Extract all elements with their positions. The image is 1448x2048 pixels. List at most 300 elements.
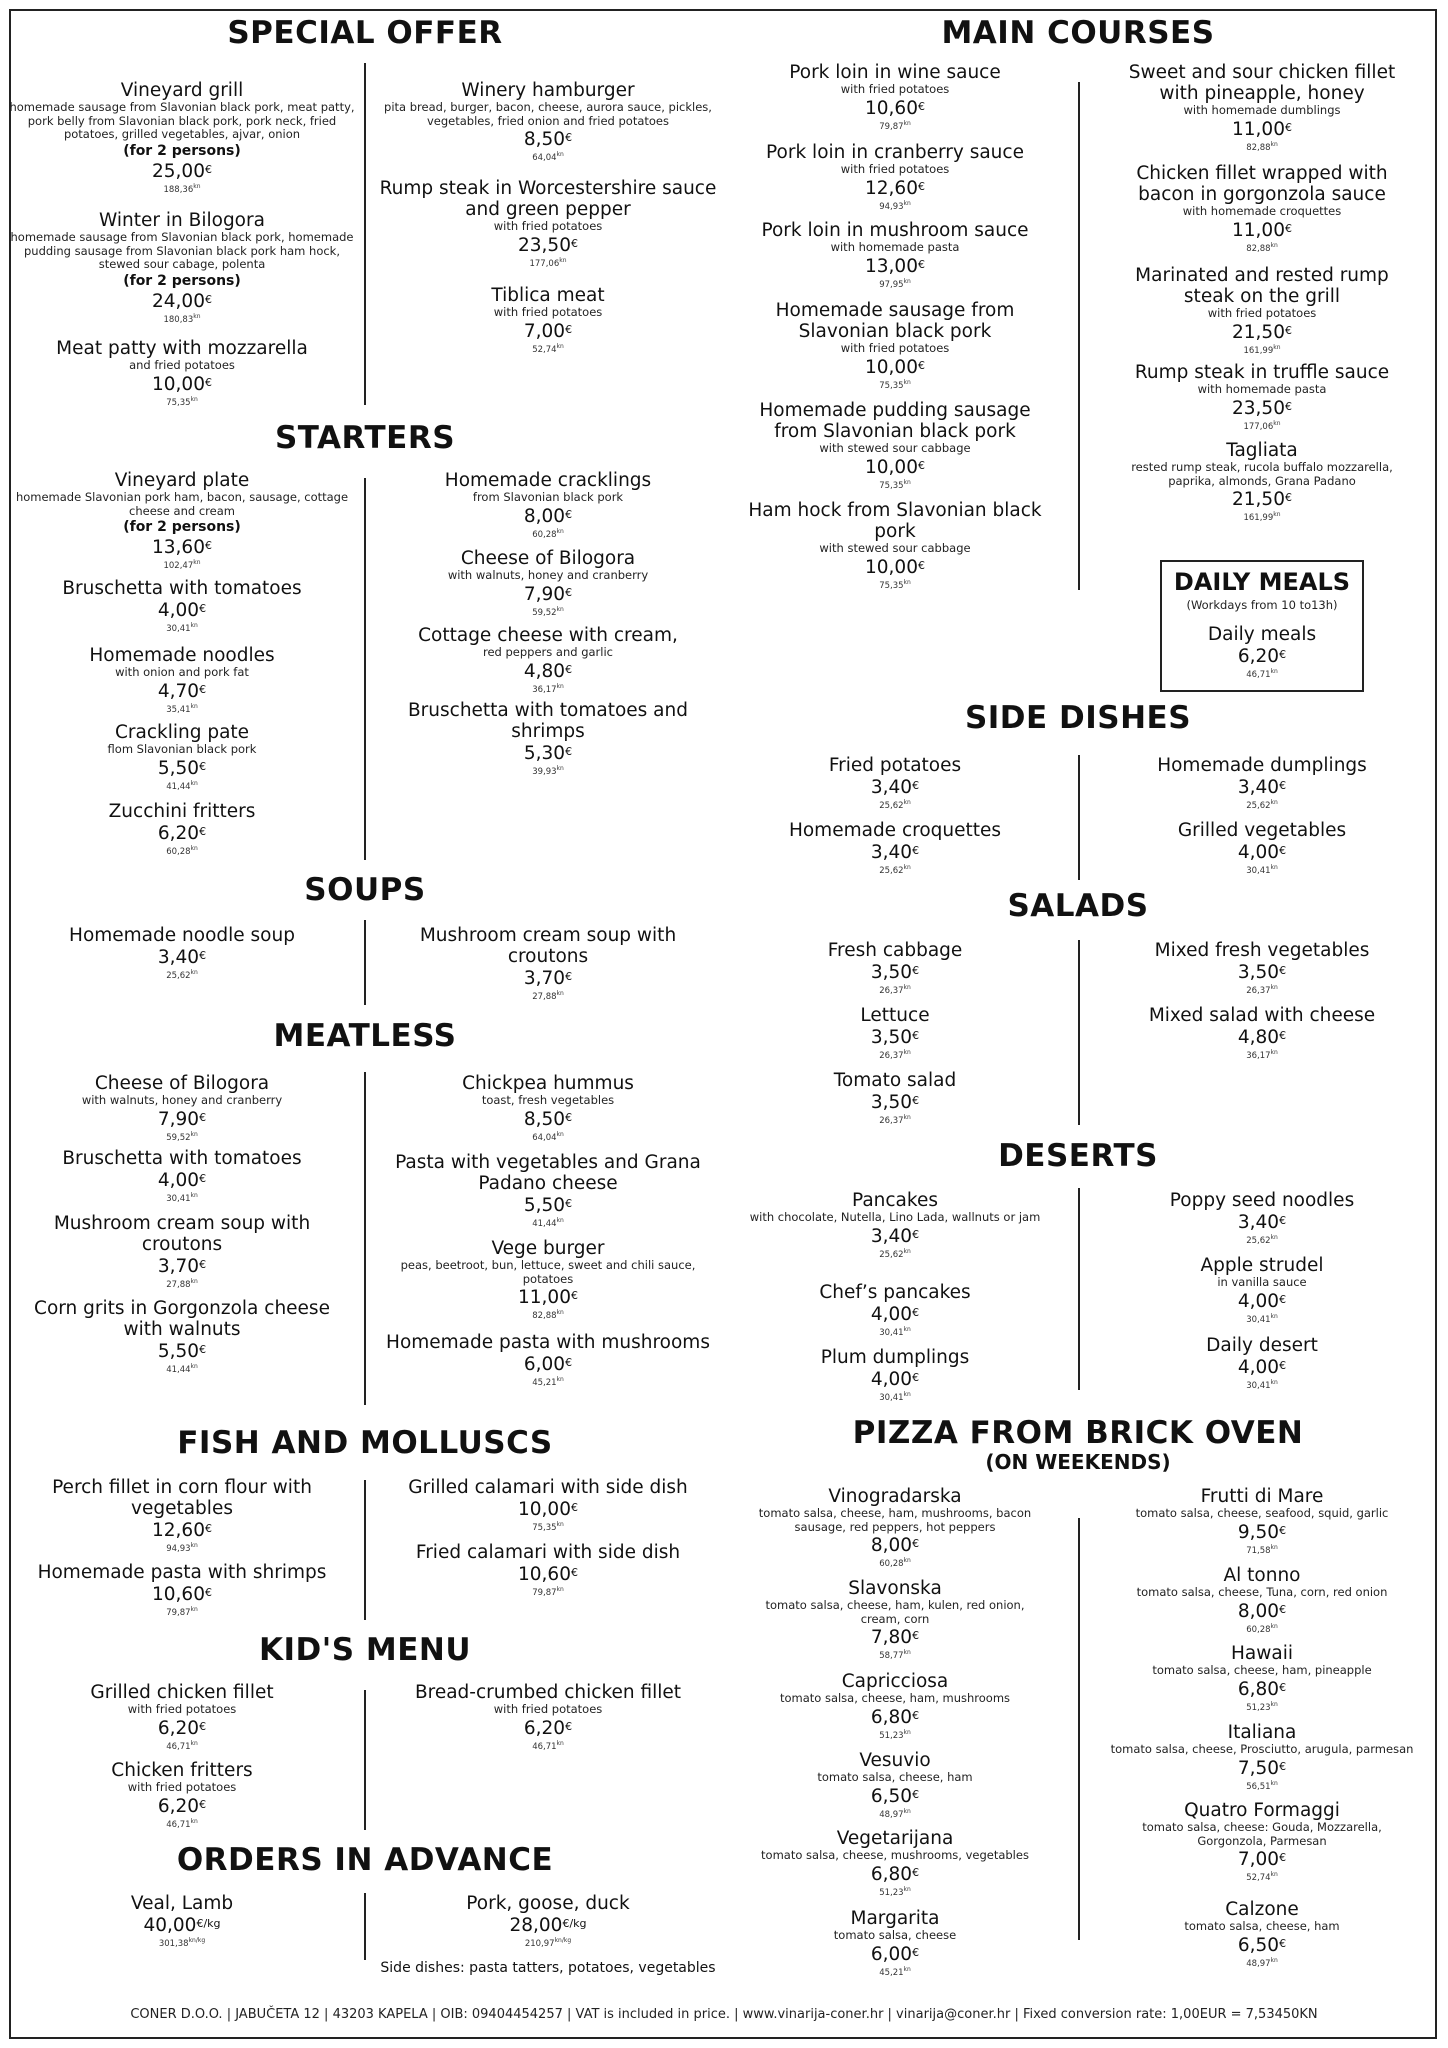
item-name: Homemade pasta with mushrooms (386, 1332, 710, 1353)
menu-item (378, 625, 718, 694)
section-title: MEATLESS (273, 1018, 457, 1054)
footer-info: CONER D.O.O. | JABUČETA 12 | 43203 KAPELA | OIB: 09404454257 | VAT is included in price. | www.vinarija-coner.hr | vinarija@coner.hr | Fixed conversion rate: 1,00EUR = 7,53450KN (130, 2007, 1318, 2022)
price-value: 10,60 (518, 1564, 571, 1585)
item-name: Chef’s pancakes (819, 1282, 971, 1303)
kn-value: 52,74 (532, 344, 557, 355)
euro-symbol: € (199, 1258, 207, 1271)
euro-symbol: € (912, 1787, 920, 1801)
price-value: 4,00 (157, 1170, 200, 1191)
item-price-kn (730, 863, 1060, 876)
price-value: 23,50 (1232, 397, 1285, 419)
item-description: with fried potatoes (127, 1780, 237, 1794)
item-price-kn (1162, 667, 1362, 680)
kn-value: 64,04 (532, 152, 557, 163)
price-value: 24,00 (152, 290, 205, 312)
item-price-kn (1112, 140, 1412, 153)
item-name: Bruschetta with tomatoes and shrimps (407, 700, 688, 742)
item-name: Fried calamari with side dish (415, 1542, 681, 1563)
price-value: 11,00 (1232, 219, 1285, 241)
item-name: Cheese of Bilogora (94, 1073, 270, 1094)
euro-symbol: € (565, 322, 573, 336)
menu-item (7, 338, 357, 407)
kn-value: 58,77 (879, 1650, 904, 1661)
item-name: Crackling pate (114, 722, 250, 743)
kn-symbol: kn (1270, 241, 1278, 249)
price-value: 40,00 (143, 1915, 197, 1936)
price-value: 4,00 (1237, 1290, 1280, 1312)
menu-item (378, 1542, 718, 1598)
item-price-eur (1107, 1602, 1417, 1622)
euro-symbol: € (912, 1629, 920, 1642)
item-name: Vesuvio (859, 1750, 931, 1771)
item-name: Calzone (1225, 1899, 1299, 1920)
euro-symbol: € (565, 507, 573, 521)
kn-value: 60,28 (1246, 1624, 1271, 1635)
kn-value: 36,17 (532, 684, 557, 695)
menu-item (7, 80, 357, 194)
price-value: 4,00 (870, 1304, 913, 1325)
item-description: tomato salsa, cheese, mushrooms, vegetables (761, 1848, 1029, 1862)
price-value: 4,70 (157, 680, 200, 702)
kn-symbol: kn (190, 1192, 198, 1199)
section-title: FISH AND MOLLUSCS (177, 1425, 553, 1461)
euro-symbol: € (912, 1865, 920, 1879)
item-price-kn (7, 182, 357, 195)
item-price-kn (1097, 1048, 1427, 1061)
euro-symbol: € (1279, 1851, 1287, 1864)
item-price-eur (1107, 1680, 1417, 1700)
kn-value: 46,71 (1246, 669, 1271, 680)
item-name: Frutti di Mare (1200, 1486, 1324, 1507)
item-name: Vinogradarska (828, 1486, 962, 1507)
item-price-kn (1112, 343, 1412, 356)
kn-symbol: kn (903, 378, 911, 386)
item-serving-note: (for 2 persons) (123, 519, 241, 535)
price-value: 13,00 (865, 255, 918, 277)
item-description: tomato salsa, cheese, ham (817, 1770, 973, 1784)
section-title: PIZZA FROM BRICK OVEN (852, 1415, 1304, 1451)
price-value: 6,20 (1237, 646, 1280, 667)
item-name: Hawaii (1231, 1643, 1293, 1664)
item-description: with fried potatoes (493, 219, 603, 233)
price-value: 11,00 (518, 1287, 571, 1308)
menu-item (1097, 755, 1427, 811)
item-name: Slavonska (848, 1578, 942, 1599)
euro-symbol: € (570, 1566, 578, 1579)
euro-symbol: € (1279, 1214, 1287, 1227)
item-price-kn (378, 989, 718, 1002)
price-value: 10,60 (865, 97, 918, 119)
section-title: STARTERS (274, 420, 456, 456)
kn-value: 60,28 (532, 529, 557, 540)
kn-value: 48,97 (879, 1809, 904, 1820)
item-price-eur (1097, 843, 1427, 863)
item-name: Daily desert (1206, 1335, 1318, 1356)
price-value: 3,40 (870, 777, 913, 798)
kn-symbol: kn (190, 1542, 198, 1549)
kn-symbol: kn (1270, 1622, 1278, 1630)
item-price-eur (730, 778, 1060, 798)
item-name: Meat patty with mozzarella (56, 338, 308, 359)
item-name: Tiblica meat (491, 285, 605, 306)
item-description: pita bread, burger, bacon, cheese, aurora sauce, pickles, vegetables, fried onion and fried potatoes (384, 100, 712, 128)
kn-value: 46,71 (532, 1741, 557, 1752)
menu-item (730, 755, 1060, 811)
menu-item (745, 1578, 1045, 1661)
kn-symbol: kn (556, 151, 564, 158)
kn-value: 41,44 (166, 781, 191, 792)
kn-value: 25,62 (1246, 800, 1271, 811)
price-value: 3,40 (870, 1225, 913, 1247)
kn-value: 188,36 (163, 184, 194, 195)
euro-symbol: € (1279, 844, 1287, 857)
item-name: Winery hamburger (461, 80, 635, 101)
euro-symbol: € (204, 292, 212, 306)
item-price-kn (378, 342, 718, 355)
item-price-kn (1112, 510, 1412, 523)
price-value: 7,90 (523, 583, 566, 605)
menu-item (730, 820, 1060, 876)
kn-symbol: kn (193, 312, 201, 320)
item-description: with walnuts, honey and cranberry (447, 568, 649, 582)
euro-symbol: €/kg (196, 1917, 221, 1930)
kn-value: 75,35 (879, 480, 904, 491)
menu-item (730, 1005, 1060, 1061)
item-price-eur (745, 1945, 1045, 1965)
item-price-eur (378, 322, 718, 342)
item-price-kn (730, 1390, 1060, 1403)
item-description: tomato salsa, cheese, ham, mushrooms, bacon sausage, red peppers, hot peppers (758, 1506, 1032, 1534)
item-price-kn (730, 1325, 1060, 1338)
item-price-eur (12, 1797, 352, 1817)
item-description: tomato salsa, cheese, ham, kulen, red onion, cream, corn (765, 1598, 1025, 1626)
item-price-eur (1107, 1936, 1417, 1956)
item-description: homemade Slavonian pork ham, bacon, sausage, cottage cheese and cream (15, 490, 349, 518)
item-description: rested rump steak, rucola buffalo mozzarella, paprika, almonds, Grana Padano (1131, 460, 1393, 488)
item-description: tomato salsa, cheese, Tuna, corn, red onion (1136, 1585, 1388, 1599)
kn-symbol: kn (1270, 1700, 1278, 1708)
kn-value: 177,06 (529, 258, 560, 269)
item-description: with chocolate, Nutella, Lino Lada, wallnuts or jam (749, 1210, 1041, 1224)
menu-item (1097, 1255, 1427, 1324)
item-price-eur (1097, 1213, 1427, 1233)
item-name: Homemade noodle soup (69, 925, 295, 946)
price-value: 3,40 (1237, 1212, 1280, 1233)
price-value: 7,00 (1237, 1849, 1280, 1870)
kn-value: 25,62 (166, 970, 191, 981)
item-price-eur (1097, 1292, 1427, 1312)
price-value: 6,00 (870, 1943, 913, 1965)
item-price-eur (378, 1565, 718, 1585)
item-price-kn (745, 119, 1045, 132)
item-description: with fried potatoes (493, 1702, 603, 1716)
kn-value: 51,23 (879, 1730, 904, 1741)
kn-symbol: kn (556, 765, 564, 772)
item-price-kn (378, 256, 718, 269)
price-value: 3,50 (870, 962, 913, 983)
kn-value: 25,62 (879, 800, 904, 811)
menu-item (745, 500, 1045, 590)
daily-meals-title: DAILY MEALS (1173, 568, 1351, 596)
euro-symbol: € (204, 1586, 212, 1599)
item-name: Mushroom cream soup with croutons (53, 1213, 311, 1255)
price-value: 4,80 (523, 660, 566, 682)
euro-symbol: € (199, 1172, 207, 1185)
kn-value: 79,87 (879, 121, 904, 132)
item-description: with fried potatoes (127, 1702, 237, 1716)
euro-symbol: € (912, 1945, 920, 1959)
price-value: 3,70 (157, 1256, 200, 1277)
item-name: Poppy seed noodles (1169, 1190, 1355, 1211)
kn-symbol: kn (190, 845, 198, 852)
price-value: 8,00 (1237, 1600, 1280, 1622)
euro-symbol: € (570, 236, 578, 250)
euro-symbol: € (204, 375, 212, 389)
section-title: SIDE DISHES (964, 700, 1192, 736)
item-price-eur (730, 1370, 1060, 1390)
menu-item (12, 801, 352, 857)
item-price-eur (730, 1305, 1060, 1325)
kn-value: 102,47 (163, 560, 194, 571)
kn-symbol: kn (556, 1217, 564, 1224)
euro-symbol: € (917, 99, 925, 113)
kn-symbol: kn (1270, 1312, 1278, 1320)
item-description: from Slavonian black pork (472, 490, 624, 504)
item-price-kn (378, 1375, 718, 1388)
price-value: 3,50 (870, 1027, 913, 1048)
item-name: Pork loin in mushroom sauce (761, 220, 1029, 241)
price-value: 10,00 (518, 1499, 571, 1520)
euro-symbol: € (199, 759, 207, 773)
item-description: homemade sausage from Slavonian black pork, meat patty, pork belly from Slavonian black pork, pork neck, fried potatoes, grilled vegetables, ajvar, onion (9, 100, 355, 141)
column-divider (1078, 82, 1080, 590)
kn-value: 94,93 (166, 1543, 191, 1554)
price-value: 11,00 (1232, 118, 1285, 140)
price-value: 3,40 (870, 842, 913, 863)
item-price-kn (1107, 1956, 1417, 1969)
item-price-kn (12, 1130, 352, 1143)
euro-symbol: € (1284, 221, 1292, 235)
item-price-eur (1097, 1028, 1427, 1048)
menu-item (12, 645, 352, 714)
menu-item (745, 1828, 1045, 1897)
menu-item (745, 62, 1045, 131)
item-price-eur (730, 1093, 1060, 1113)
price-value: 5,50 (157, 757, 200, 779)
kn-symbol: kn (903, 984, 911, 991)
menu-item (12, 1477, 352, 1554)
item-price-kn (745, 578, 1045, 591)
kn-symbol: kn (1270, 1871, 1278, 1878)
item-price-kn (745, 1965, 1045, 1978)
item-name: Rump steak in truffle sauce (1134, 362, 1390, 383)
kn-value: 35,41 (166, 704, 191, 715)
item-price-kn (730, 1113, 1060, 1126)
item-price-kn (1097, 1312, 1427, 1325)
menu-item (378, 700, 718, 777)
price-value: 5,50 (523, 1195, 566, 1216)
price-value: 4,00 (870, 1369, 913, 1390)
euro-symbol: € (1279, 1759, 1287, 1773)
kn-symbol: kn (1270, 1543, 1278, 1551)
kn-symbol: kn (556, 342, 564, 350)
menu-item (1097, 1005, 1427, 1061)
kn-value: 45,21 (879, 1967, 904, 1978)
kn-value: 48,97 (1246, 1958, 1271, 1969)
item-price-kn (378, 764, 718, 777)
euro-symbol: € (1279, 1029, 1287, 1042)
item-price-kn (7, 395, 357, 408)
item-name: Bruschetta with tomatoes (62, 578, 302, 599)
kn-value: 161,99 (1243, 345, 1274, 356)
kn-symbol: kn (190, 1278, 198, 1285)
item-name: Italiana (1227, 1722, 1297, 1743)
price-value: 25,00 (152, 160, 205, 182)
item-description: tomato salsa, cheese (833, 1928, 957, 1942)
menu-item (745, 142, 1045, 211)
item-price-kn (1097, 1378, 1427, 1391)
kn-value: 60,28 (879, 1558, 904, 1569)
euro-symbol: €/kg (562, 1917, 587, 1930)
euro-symbol: € (917, 558, 925, 572)
menu-item (1112, 163, 1412, 253)
item-name: Homemade dumplings (1157, 755, 1367, 776)
item-name: Apple strudel (1200, 1255, 1324, 1276)
kn-value: 79,87 (166, 1607, 191, 1618)
euro-symbol: € (912, 964, 920, 977)
item-description: peas, beetroot, bun, lettuce, sweet and chili sauce, potatoes (400, 1258, 696, 1286)
item-price-kn (12, 621, 352, 634)
kn-symbol: kn (193, 559, 201, 566)
kn-symbol: kn (190, 779, 198, 787)
item-price-eur (745, 179, 1045, 199)
kn-symbol: kn (556, 1130, 564, 1138)
price-value: 7,00 (523, 320, 566, 342)
kn-value: 26,37 (1246, 985, 1271, 996)
item-price-kn (745, 378, 1045, 391)
item-price-eur (1112, 221, 1412, 241)
menu-item (12, 1682, 352, 1751)
item-description: with walnuts, honey and cranberry (81, 1093, 283, 1107)
menu-item (378, 925, 718, 1002)
kn-symbol: kn (190, 622, 198, 629)
item-name: Grilled chicken fillet (90, 1682, 274, 1703)
item-price-kn (378, 1936, 718, 1949)
euro-symbol: € (1279, 1523, 1287, 1537)
item-name: Vegetarijana (836, 1828, 954, 1849)
item-price-eur (12, 1916, 352, 1936)
item-price-kn (1107, 1622, 1417, 1635)
menu-item (730, 940, 1060, 996)
euro-symbol: € (912, 1306, 920, 1319)
item-name: Quatro Formaggi (1184, 1800, 1340, 1821)
item-name: Homemade sausage from Slavonian black pork (775, 300, 1015, 342)
kn-value: 25,62 (1246, 1235, 1271, 1246)
item-name: Mixed fresh vegetables (1154, 940, 1370, 961)
menu-item (12, 722, 352, 791)
price-value: 10,60 (152, 1584, 205, 1605)
euro-symbol: € (1279, 964, 1287, 977)
item-price-kn (12, 1277, 352, 1290)
item-name: Mixed salad with cheese (1148, 1005, 1376, 1026)
item-price-eur (378, 507, 718, 527)
price-value: 7,90 (157, 1108, 200, 1130)
price-value: 6,20 (157, 1717, 200, 1739)
item-price-kn (1107, 1779, 1417, 1792)
item-price-eur (745, 1708, 1045, 1728)
kn-symbol: kn (903, 1557, 911, 1564)
price-value: 8,50 (523, 1108, 566, 1130)
kn-value: 210,97 (524, 1938, 555, 1949)
kn-symbol: kn (193, 182, 201, 190)
column-divider (364, 1072, 366, 1405)
item-price-kn (378, 1130, 718, 1143)
item-name: Rump steak in Worcestershire sauce and green pepper (379, 178, 717, 220)
column-divider (364, 920, 366, 1005)
item-name: Capricciosa (841, 1671, 949, 1692)
item-price-eur (12, 1585, 352, 1605)
kn-symbol: kn (903, 1391, 911, 1398)
item-name: Homemade pasta with shrimps (37, 1562, 327, 1583)
price-value: 5,50 (157, 1341, 200, 1362)
item-price-kn (1107, 1870, 1417, 1883)
euro-symbol: € (565, 585, 573, 599)
item-name: Al tonno (1223, 1565, 1301, 1586)
item-price-kn (1107, 1543, 1417, 1556)
item-price-eur (1162, 647, 1362, 667)
price-value: 4,00 (1237, 842, 1280, 863)
item-name: Cheese of Bilogora (460, 548, 636, 569)
item-price-eur (378, 1916, 718, 1936)
kn-symbol: kn (1270, 864, 1278, 871)
item-price-kn (745, 199, 1045, 212)
item-price-eur (378, 1288, 718, 1308)
euro-symbol: € (1279, 648, 1287, 661)
menu-item (378, 548, 718, 617)
kn-value: 46,71 (166, 1741, 191, 1752)
kn-symbol: kn (190, 1130, 198, 1138)
kn-symbol: kn (1270, 1234, 1278, 1241)
euro-symbol: € (912, 1708, 920, 1722)
kn-symbol: kn (903, 1885, 911, 1893)
item-price-kn (378, 150, 718, 163)
kn-value: 36,17 (1246, 1050, 1271, 1061)
item-price-kn (378, 1216, 718, 1229)
kn-symbol: kn (190, 1606, 198, 1613)
item-price-eur (745, 1628, 1045, 1648)
euro-symbol: € (912, 1371, 920, 1384)
menu-item (745, 1750, 1045, 1819)
item-price-eur (1112, 120, 1412, 140)
item-price-kn (1097, 1233, 1427, 1246)
menu-item (1112, 265, 1412, 355)
menu-item (745, 300, 1045, 390)
price-value: 9,50 (1237, 1521, 1280, 1543)
item-price-kn (1097, 863, 1427, 876)
kn-value: 82,88 (1246, 142, 1271, 153)
section-title: SPECIAL OFFER (227, 15, 503, 51)
section-subtitle: (ON WEEKENDS) (985, 1450, 1171, 1474)
kn-symbol: kn (1270, 140, 1278, 148)
menu-item (12, 1073, 352, 1142)
column-divider (1078, 940, 1080, 1125)
price-value: 8,00 (870, 1535, 913, 1556)
item-price-eur (730, 1028, 1060, 1048)
item-price-kn (378, 605, 718, 618)
item-name: Grilled calamari with side dish (408, 1477, 688, 1498)
euro-symbol: € (917, 458, 925, 472)
kn-value: 75,35 (532, 1522, 557, 1533)
